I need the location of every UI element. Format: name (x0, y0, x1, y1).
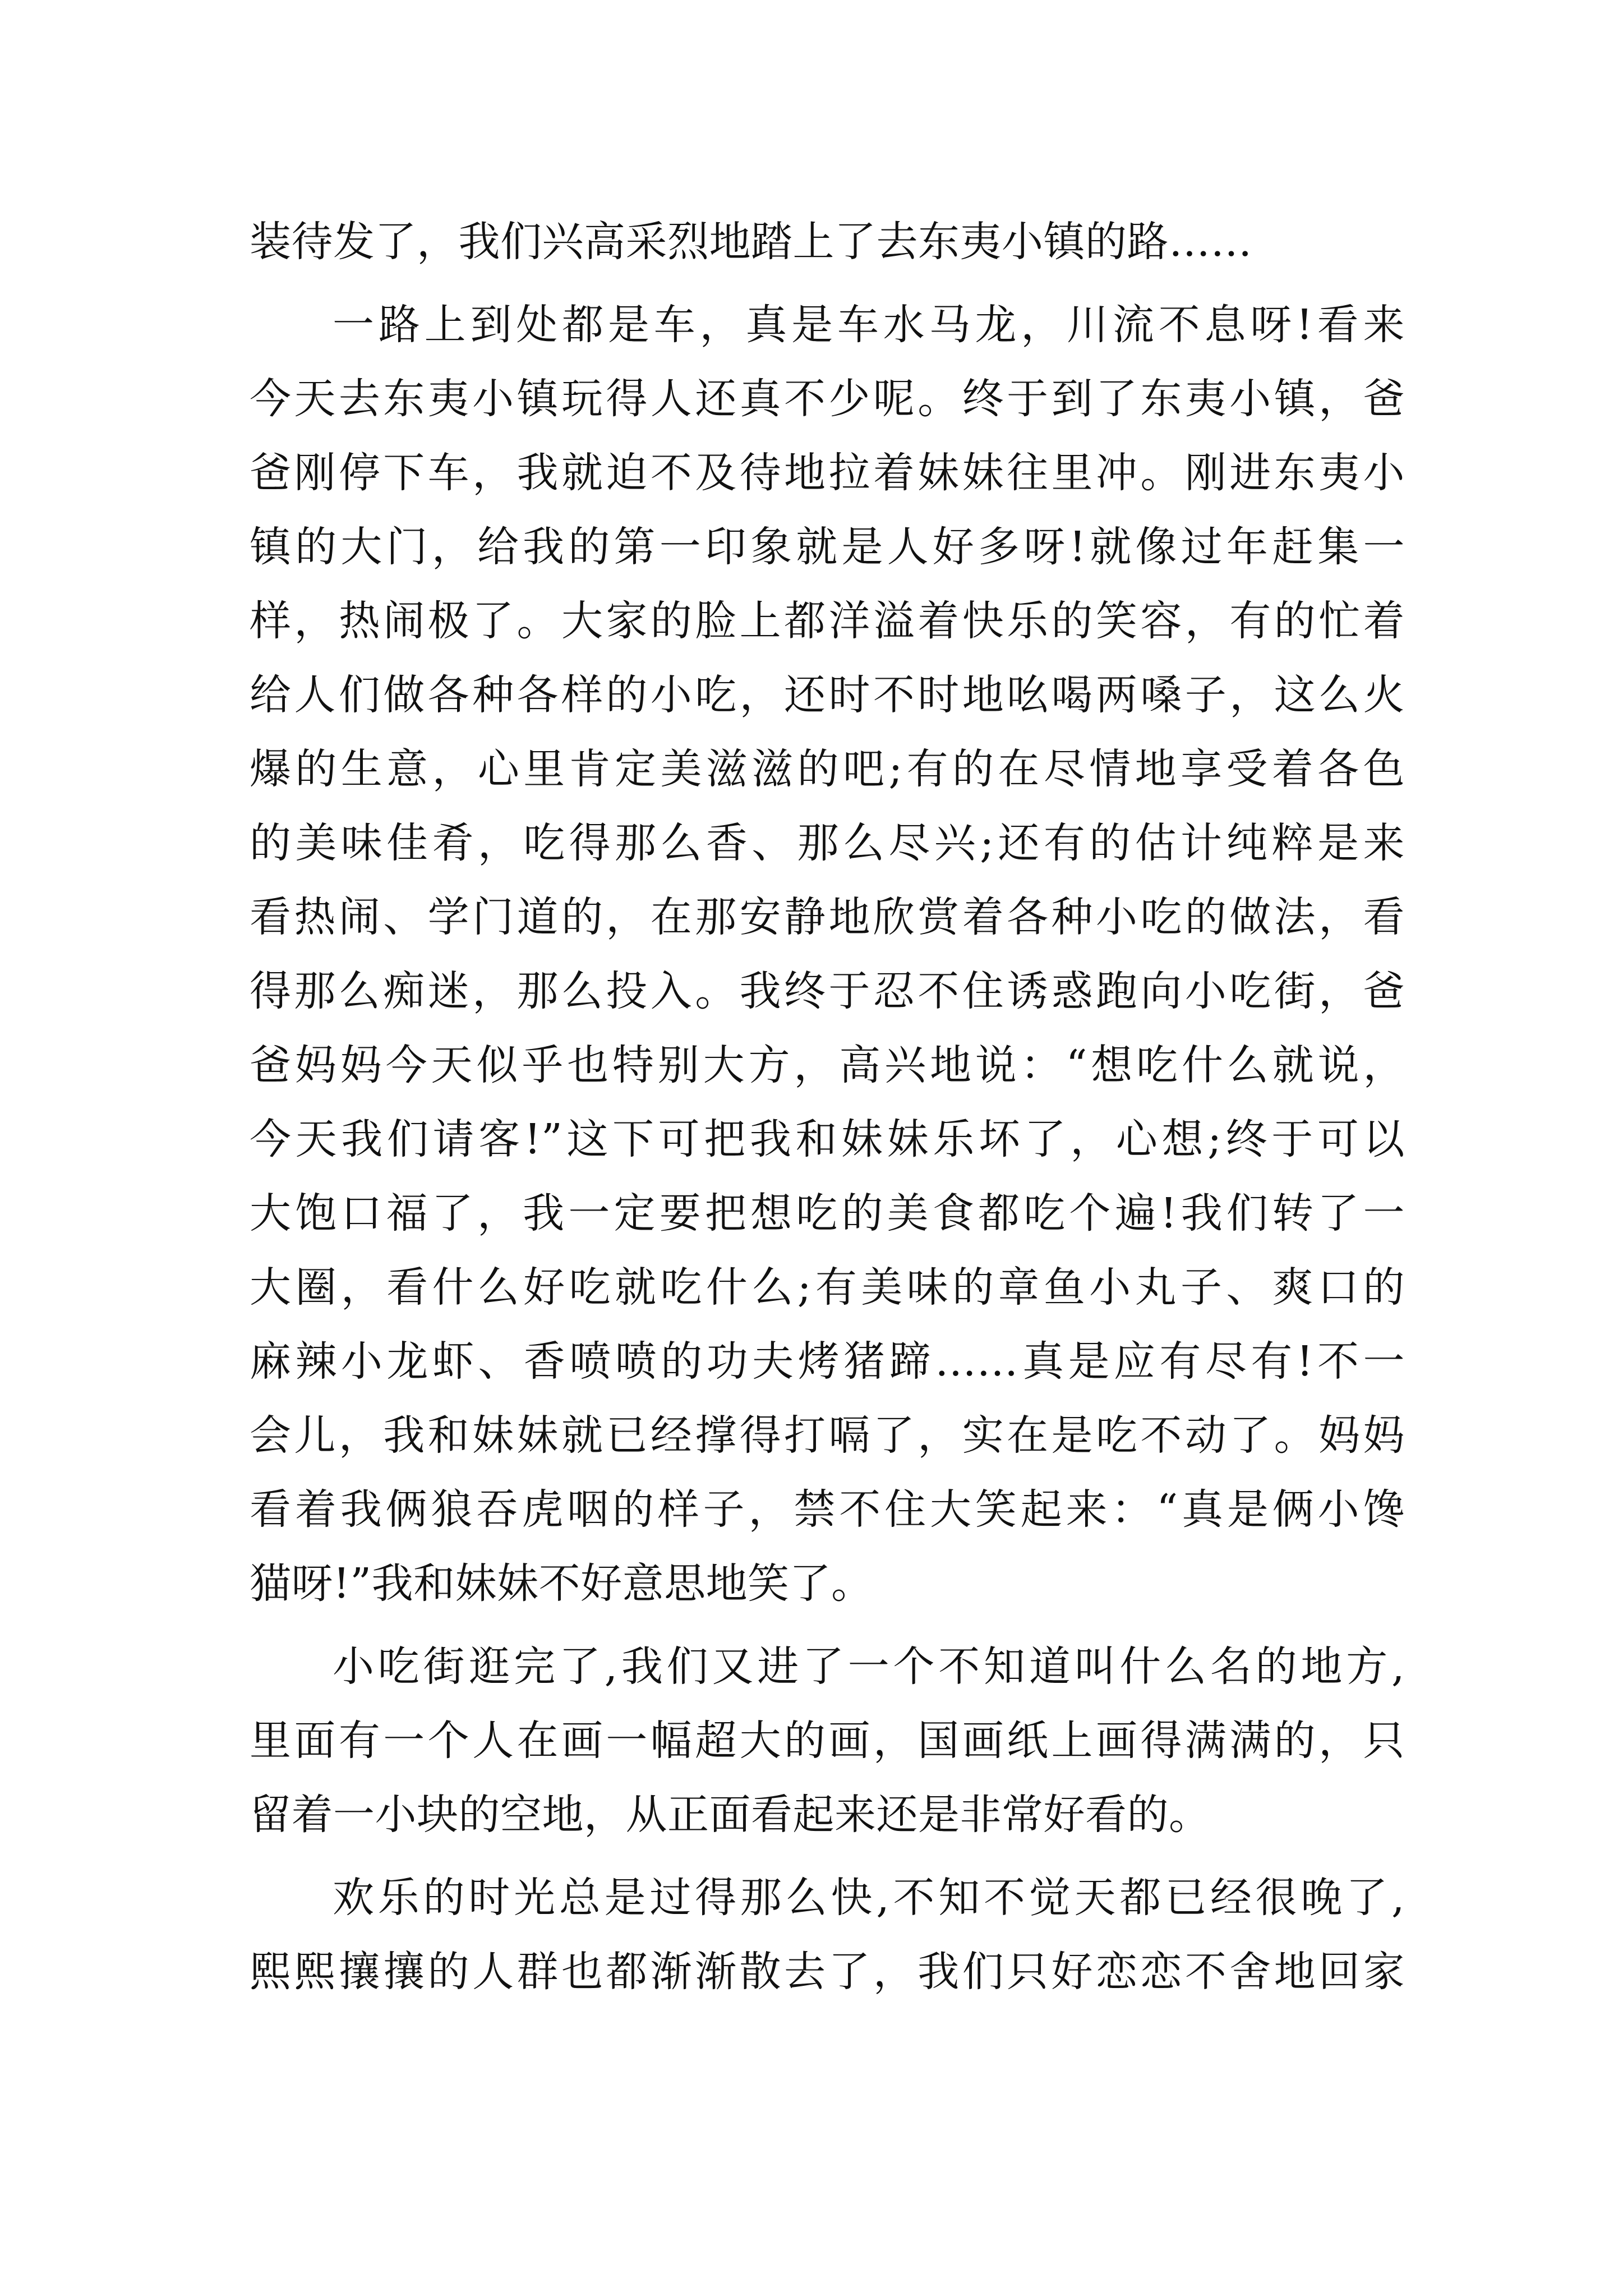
text-line: 给人们做各种各样的小吃，还时不时地吆喝两嗓子，这么火 (250, 671, 1405, 719)
text-line: 看着我俩狼吞虎咽的样子，禁不住大笑起来：“真是俩小馋 (250, 1485, 1405, 1534)
text-line: 爆的生意，心里肯定美滋滋的吧;有的在尽情地享受着各色 (250, 745, 1405, 793)
text-line: 得那么痴迷，那么投入。我终于忍不住诱惑跑向小吃街，爸 (250, 967, 1405, 1015)
text-line: 熙熙攘攘的人群也都渐渐散去了，我们只好恋恋不舍地回家 (250, 1948, 1405, 1996)
text-line: 看热闹、学门道的，在那安静地欣赏着各种小吃的做法，看 (250, 893, 1405, 941)
text-line: 今天去东夷小镇玩得人还真不少呢。终于到了东夷小镇，爸 (250, 375, 1405, 423)
text-line: 麻辣小龙虾、香喷喷的功夫烤猪蹄……真是应有尽有!不一 (250, 1337, 1405, 1386)
text-line: 爸刚停下车，我就迫不及待地拉着妹妹往里冲。刚进东夷小 (250, 449, 1405, 497)
essay-text (250, 205, 1405, 2009)
text-line: 的美味佳肴，吃得那么香、那么尽兴;还有的估计纯粹是来 (250, 819, 1405, 867)
text-line: 大圈，看什么好吃就吃什么;有美味的章鱼小丸子、爽口的 (250, 1263, 1405, 1312)
text-line: 样，热闹极了。大家的脸上都洋溢着快乐的笑容，有的忙着 (250, 597, 1405, 645)
paragraph-first-line: 欢乐的时光总是过得那么快,不知不觉天都已经很晚了, (333, 1874, 1405, 1922)
text-line: 装待发了，我们兴高采烈地踏上了去东夷小镇的路…… (250, 218, 1252, 266)
paragraph-first-line: 小吃街逛完了,我们又进了一个不知道叫什么名的地方, (333, 1642, 1405, 1691)
text-line: 今天我们请客!”这下可把我和妹妹乐坏了，心想;终于可以 (250, 1115, 1405, 1163)
text-line: 猫呀!”我和妹妹不好意思地笑了。 (250, 1559, 873, 1608)
text-line: 爸妈妈今天似乎也特别大方，高兴地说：“想吃什么就说， (250, 1041, 1405, 1089)
text-line: 镇的大门，给我的第一印象就是人好多呀!就像过年赶集一 (250, 523, 1405, 571)
text-line: 留着一小块的空地，从正面看起来还是非常好看的。 (250, 1791, 1211, 1839)
text-line: 会儿，我和妹妹就已经撑得打嗝了，实在是吃不动了。妈妈 (250, 1411, 1405, 1460)
text-line: 里面有一个人在画一幅超大的画，国画纸上画得满满的，只 (250, 1717, 1405, 1765)
text-line: 大饱口福了，我一定要把想吃的美食都吃个遍!我们转了一 (250, 1189, 1405, 1237)
paragraph-first-line: 一路上到处都是车，真是车水马龙，川流不息呀!看来 (333, 301, 1405, 349)
